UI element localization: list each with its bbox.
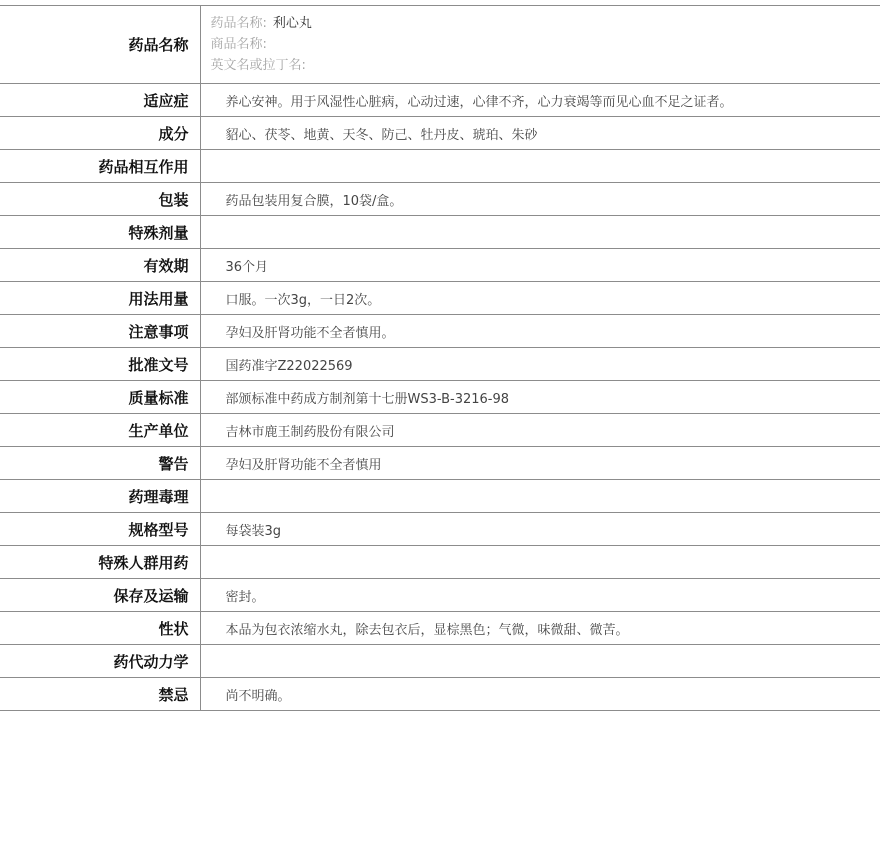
row-value: 貂心、茯苓、地黄、天冬、防己、牡丹皮、琥珀、朱砂 bbox=[200, 117, 880, 150]
english-name-line bbox=[211, 55, 880, 76]
row-value: 孕妇及肝肾功能不全者慎用 bbox=[200, 447, 880, 480]
table-row bbox=[0, 513, 880, 546]
table-row bbox=[0, 612, 880, 645]
row-label: 注意事项 bbox=[0, 315, 200, 348]
row-label: 保存及运输 bbox=[0, 579, 200, 612]
row-label: 适应症 bbox=[0, 84, 200, 117]
row-value: 吉林市鹿王制药股份有限公司 bbox=[200, 414, 880, 447]
row-label: 规格型号 bbox=[0, 513, 200, 546]
row-label: 成分 bbox=[0, 117, 200, 150]
drug-name-label: 药品名称: bbox=[210, 16, 267, 31]
row-label: 包装 bbox=[0, 183, 200, 216]
row-label: 药品相互作用 bbox=[0, 150, 200, 183]
row-label: 药代动力学 bbox=[0, 645, 200, 678]
row-label: 用法用量 bbox=[0, 282, 200, 315]
row-label: 禁忌 bbox=[0, 678, 200, 711]
table-row bbox=[0, 546, 880, 579]
table-row bbox=[0, 414, 880, 447]
row-label: 有效期 bbox=[0, 249, 200, 282]
row-value: 密封。 bbox=[200, 579, 880, 612]
row-label: 性状 bbox=[0, 612, 200, 645]
table-row bbox=[0, 480, 880, 513]
row-value bbox=[200, 645, 880, 678]
table-row bbox=[0, 447, 880, 480]
row-label: 警告 bbox=[0, 447, 200, 480]
trade-name-label: 商品名称: bbox=[210, 37, 267, 52]
row-label: 特殊剂量 bbox=[0, 216, 200, 249]
table-row bbox=[0, 579, 880, 612]
drug-info-table bbox=[0, 5, 880, 711]
row-value: 本品为包衣浓缩水丸，除去包衣后，显棕黑色；气微，味微甜、微苦。 bbox=[200, 612, 880, 645]
table-row bbox=[0, 150, 880, 183]
name-cell bbox=[200, 6, 880, 84]
row-value: 每袋装3g bbox=[200, 513, 880, 546]
table-row bbox=[0, 183, 880, 216]
table-row bbox=[0, 216, 880, 249]
row-label: 药理毒理 bbox=[0, 480, 200, 513]
row-label: 质量标准 bbox=[0, 381, 200, 414]
table-row bbox=[0, 381, 880, 414]
table-row bbox=[0, 645, 880, 678]
table-row bbox=[0, 348, 880, 381]
row-label: 批准文号 bbox=[0, 348, 200, 381]
row-value: 尚不明确。 bbox=[200, 678, 880, 711]
table-row bbox=[0, 315, 880, 348]
row-value: 部颁标准中药成方制剂第十七册WS3-B-3216-98 bbox=[200, 381, 880, 414]
row-value bbox=[200, 150, 880, 183]
drug-name-value: 利心丸 bbox=[272, 16, 312, 31]
row-value bbox=[200, 216, 880, 249]
row-value: 养心安神。用于风湿性心脏病，心动过速，心律不齐，心力衰竭等而见心血不足之证者。 bbox=[200, 84, 880, 117]
row-value: 口服。一次3g，一日2次。 bbox=[200, 282, 880, 315]
row-label: 特殊人群用药 bbox=[0, 546, 200, 579]
table-row-drug-name bbox=[0, 6, 880, 84]
row-value: 药品包装用复合膜，10袋/盒。 bbox=[200, 183, 880, 216]
table-row bbox=[0, 249, 880, 282]
row-label: 药品名称 bbox=[0, 6, 200, 84]
table-row bbox=[0, 282, 880, 315]
row-value bbox=[200, 546, 880, 579]
row-value: 36个月 bbox=[200, 249, 880, 282]
row-label: 生产单位 bbox=[0, 414, 200, 447]
trade-name-line bbox=[211, 34, 880, 55]
drug-name-line bbox=[211, 13, 880, 34]
row-value: 孕妇及肝肾功能不全者慎用。 bbox=[200, 315, 880, 348]
row-value bbox=[200, 480, 880, 513]
row-value: 国药准字Z22022569 bbox=[200, 348, 880, 381]
table-row bbox=[0, 678, 880, 711]
table-row bbox=[0, 117, 880, 150]
english-name-label: 英文名或拉丁名: bbox=[210, 58, 306, 73]
table-row bbox=[0, 84, 880, 117]
